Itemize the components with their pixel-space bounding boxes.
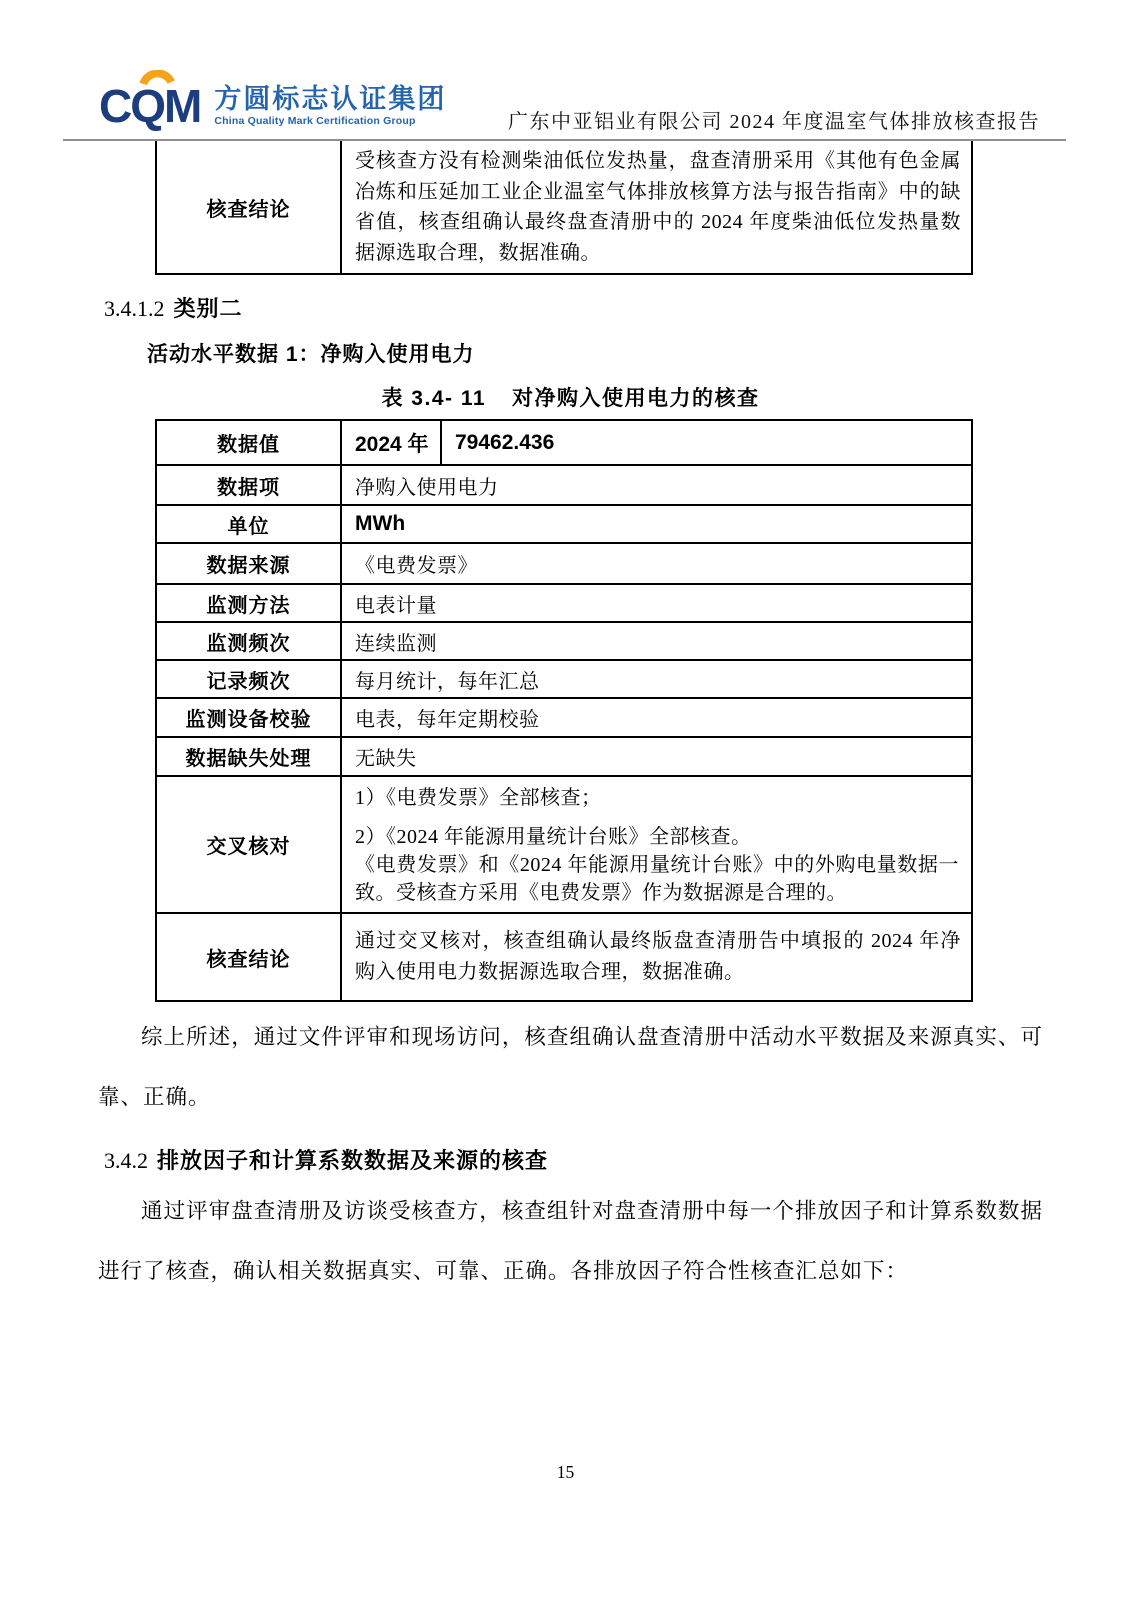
table-caption-label: 表 3.4- 11 <box>381 387 487 410</box>
section-title: 类别二 <box>173 296 243 321</box>
row-value: 电表计量 <box>341 584 972 622</box>
row-label: 数据缺失处理 <box>156 737 341 776</box>
section-heading-3412 <box>104 292 1043 323</box>
table-row-recording-frequency <box>156 660 972 698</box>
row-label: 监测设备校验 <box>156 698 341 737</box>
row-value-verification-conclusion: 受核查方没有检测柴油低位发热量，盘查清册采用《其他有色金属冶炼和压延加工业企业温室气体排放核算方法与报告指南》中的缺省值，核查组确认最终盘查清册中的 2024 年度柴油低位发热量数据源选取合理，数据准确。 <box>341 141 972 274</box>
carryover-conclusion-table <box>155 141 973 275</box>
cqm-logo-chinese-name: 方圆标志认证集团 <box>214 84 447 114</box>
row-value: 《电费发票》 <box>341 543 972 584</box>
data-value-cell: 79462.436 <box>441 420 972 465</box>
table-row-monitoring-method <box>156 584 972 622</box>
section-number: 3.4.2 <box>104 1148 148 1173</box>
row-value: 连续监测 <box>341 622 972 660</box>
data-year-cell: 2024 年 <box>341 420 441 465</box>
cross-check-item-2: 2）《2024 年能源用量统计台账》全部核查。 <box>355 826 752 848</box>
page-header <box>63 0 1066 141</box>
row-value: 净购入使用电力 <box>341 465 972 505</box>
row-label-verification-conclusion: 核查结论 <box>156 141 341 274</box>
cqm-logo-mark <box>99 72 200 130</box>
summary-paragraph: 综上所述，通过文件评审和现场访问，核查组确认盘查清册中活动水平数据及来源真实、可靠、正确。 <box>98 1025 1043 1109</box>
table-row-missing-data-handling <box>156 737 972 776</box>
table-row-equipment-calibration <box>156 698 972 737</box>
section-title: 排放因子和计算系数数据及来源的核查 <box>157 1148 549 1173</box>
table-row-data-item <box>156 465 972 505</box>
activity-data-subheading: 活动水平数据 1：净购入使用电力 <box>147 343 475 366</box>
row-value: 每月统计，每年汇总 <box>341 660 972 698</box>
cqm-logo <box>99 72 446 130</box>
emission-factor-paragraph: 通过评审盘查清册及访谈受核查方，核查组针对盘查清册中每一个排放因子和计算系数数据进行了核查，确认相关数据真实、可靠、正确。各排放因子符合性核查汇总如下： <box>98 1199 1043 1283</box>
conclusion-cell: 通过交叉核对，核查组确认最终版盘查清册告中填报的 2024 年净购入使用电力数据源选取合理，数据准确。 <box>341 913 972 1001</box>
table-row-conclusion <box>156 913 972 1001</box>
row-value: 无缺失 <box>341 737 972 776</box>
table-row-monitoring-frequency <box>156 622 972 660</box>
cqm-arc-icon <box>138 69 175 91</box>
row-label: 数据值 <box>156 420 341 465</box>
table-caption-title: 对净购入使用电力的核查 <box>512 387 760 410</box>
row-label: 监测方法 <box>156 584 341 622</box>
table-row-cross-check <box>156 776 972 913</box>
cross-check-cell <box>341 776 972 913</box>
cqm-logo-text: CQM <box>99 80 201 132</box>
cross-check-item-1: 1）《电费发票》全部核查； <box>355 787 602 809</box>
page-number: 15 <box>556 1462 575 1482</box>
row-label: 数据项 <box>156 465 341 505</box>
row-value: 电表，每年定期校验 <box>341 698 972 737</box>
cqm-logo-english-name: China Quality Mark Certification Group <box>214 115 416 127</box>
table-row-data-source <box>156 543 972 584</box>
table-row-unit <box>156 505 972 543</box>
row-label: 核查结论 <box>156 913 341 1001</box>
document-header-title: 广东中亚铝业有限公司 2024 年度温室气体排放核查报告 <box>508 111 1040 133</box>
cqm-logo-wordmark <box>214 84 446 128</box>
row-label: 交叉核对 <box>156 776 341 913</box>
row-value: MWh <box>341 505 972 543</box>
section-number: 3.4.1.2 <box>104 296 165 321</box>
electricity-verification-table <box>155 419 973 1002</box>
table-caption <box>98 382 1043 412</box>
page-content <box>98 141 1043 1301</box>
cross-check-note: 《电费发票》和《2024 年能源用量统计台账》中的外购电量数据一致。受核查方采用《电费发票》作为数据源是合理的。 <box>355 854 959 904</box>
section-heading-342 <box>104 1144 1043 1175</box>
row-label: 单位 <box>156 505 341 543</box>
table-row <box>156 141 972 274</box>
row-label: 监测频次 <box>156 622 341 660</box>
row-label: 数据来源 <box>156 543 341 584</box>
table-row-data-value <box>156 420 972 465</box>
row-label: 记录频次 <box>156 660 341 698</box>
